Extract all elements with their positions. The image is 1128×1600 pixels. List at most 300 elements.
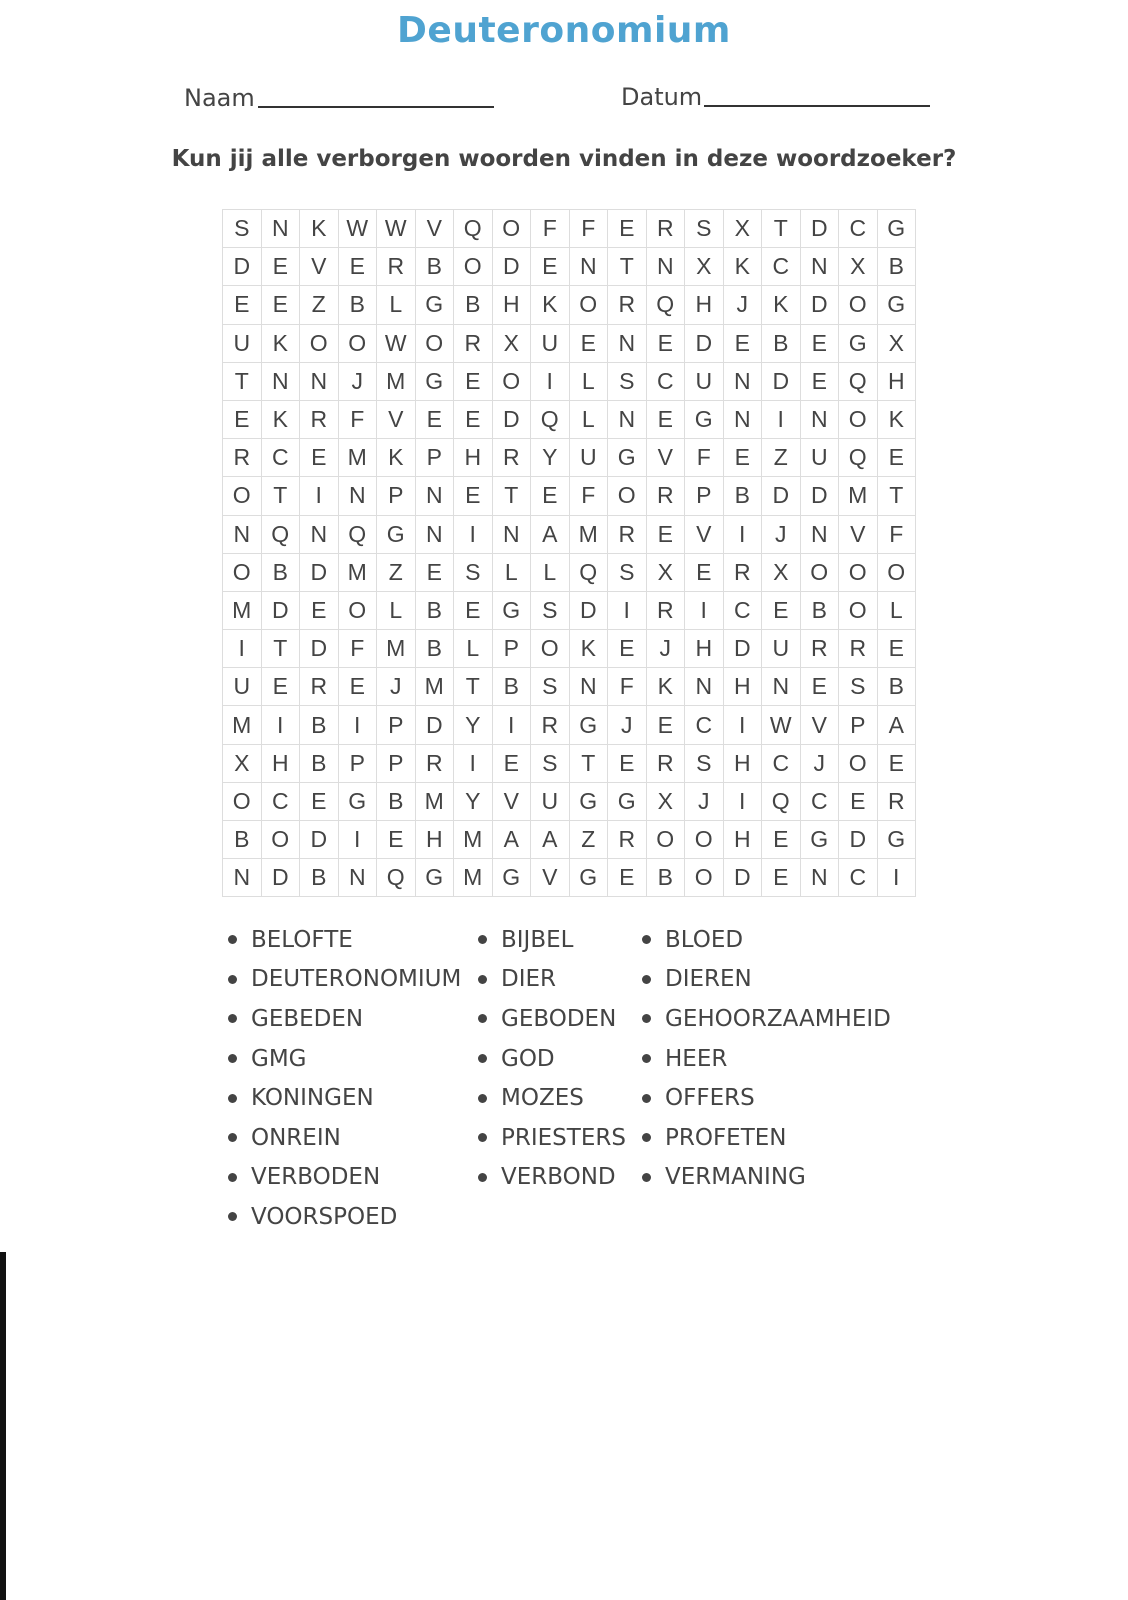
grid-cell[interactable]: O bbox=[493, 210, 532, 248]
grid-cell[interactable]: D bbox=[762, 477, 801, 515]
grid-cell[interactable]: R bbox=[839, 630, 878, 668]
grid-cell[interactable]: N bbox=[647, 248, 686, 286]
grid-cell[interactable]: Q bbox=[339, 516, 378, 554]
grid-cell[interactable]: N bbox=[300, 516, 339, 554]
grid-cell[interactable]: P bbox=[377, 745, 416, 783]
grid-cell[interactable]: K bbox=[878, 401, 917, 439]
grid-cell[interactable]: D bbox=[839, 821, 878, 859]
grid-cell[interactable]: R bbox=[531, 706, 570, 744]
grid-cell[interactable]: G bbox=[878, 286, 917, 324]
grid-cell[interactable]: V bbox=[531, 859, 570, 897]
grid-cell[interactable]: I bbox=[223, 630, 262, 668]
grid-cell[interactable]: C bbox=[262, 439, 301, 477]
grid-cell[interactable]: L bbox=[493, 554, 532, 592]
grid-cell[interactable]: E bbox=[762, 821, 801, 859]
grid-cell[interactable]: V bbox=[647, 439, 686, 477]
grid-cell[interactable]: P bbox=[377, 477, 416, 515]
grid-cell[interactable]: I bbox=[300, 477, 339, 515]
grid-cell[interactable]: K bbox=[377, 439, 416, 477]
grid-cell[interactable]: E bbox=[300, 592, 339, 630]
grid-cell[interactable]: D bbox=[262, 859, 301, 897]
grid-cell[interactable]: G bbox=[570, 859, 609, 897]
grid-cell[interactable]: F bbox=[570, 477, 609, 515]
grid-cell[interactable]: I bbox=[762, 401, 801, 439]
grid-cell[interactable]: X bbox=[762, 554, 801, 592]
grid-cell[interactable]: F bbox=[531, 210, 570, 248]
grid-cell[interactable]: G bbox=[878, 821, 917, 859]
grid-cell[interactable]: E bbox=[416, 401, 455, 439]
grid-cell[interactable]: B bbox=[454, 286, 493, 324]
grid-cell[interactable]: I bbox=[339, 821, 378, 859]
grid-cell[interactable]: H bbox=[685, 630, 724, 668]
grid-cell[interactable]: C bbox=[762, 248, 801, 286]
grid-cell[interactable]: D bbox=[724, 859, 763, 897]
grid-cell[interactable]: P bbox=[685, 477, 724, 515]
grid-cell[interactable]: O bbox=[339, 325, 378, 363]
grid-cell[interactable]: V bbox=[416, 210, 455, 248]
grid-cell[interactable]: D bbox=[762, 363, 801, 401]
grid-cell[interactable]: G bbox=[801, 821, 840, 859]
grid-cell[interactable]: N bbox=[223, 859, 262, 897]
grid-cell[interactable]: B bbox=[878, 248, 917, 286]
grid-cell[interactable]: G bbox=[416, 363, 455, 401]
grid-cell[interactable]: B bbox=[416, 630, 455, 668]
grid-cell[interactable]: N bbox=[339, 859, 378, 897]
grid-cell[interactable]: L bbox=[570, 363, 609, 401]
grid-cell[interactable]: O bbox=[223, 477, 262, 515]
grid-cell[interactable]: Q bbox=[454, 210, 493, 248]
grid-cell[interactable]: L bbox=[377, 286, 416, 324]
grid-cell[interactable]: A bbox=[493, 821, 532, 859]
grid-cell[interactable]: E bbox=[531, 248, 570, 286]
grid-cell[interactable]: Y bbox=[454, 783, 493, 821]
grid-cell[interactable]: I bbox=[724, 706, 763, 744]
grid-cell[interactable]: E bbox=[801, 668, 840, 706]
grid-cell[interactable]: P bbox=[377, 706, 416, 744]
grid-cell[interactable]: D bbox=[801, 477, 840, 515]
grid-cell[interactable]: K bbox=[647, 668, 686, 706]
grid-cell[interactable]: S bbox=[608, 363, 647, 401]
grid-cell[interactable]: B bbox=[493, 668, 532, 706]
grid-cell[interactable]: T bbox=[493, 477, 532, 515]
grid-cell[interactable]: E bbox=[685, 554, 724, 592]
grid-cell[interactable]: G bbox=[570, 783, 609, 821]
grid-cell[interactable]: K bbox=[724, 248, 763, 286]
grid-cell[interactable]: H bbox=[454, 439, 493, 477]
grid-cell[interactable]: T bbox=[762, 210, 801, 248]
grid-cell[interactable]: Q bbox=[531, 401, 570, 439]
grid-cell[interactable]: C bbox=[762, 745, 801, 783]
grid-cell[interactable]: E bbox=[878, 745, 917, 783]
grid-cell[interactable]: O bbox=[839, 401, 878, 439]
grid-cell[interactable]: D bbox=[300, 630, 339, 668]
grid-cell[interactable]: E bbox=[647, 325, 686, 363]
grid-cell[interactable]: J bbox=[377, 668, 416, 706]
grid-cell[interactable]: B bbox=[339, 286, 378, 324]
grid-cell[interactable]: W bbox=[377, 325, 416, 363]
grid-cell[interactable]: E bbox=[878, 630, 917, 668]
grid-cell[interactable]: Z bbox=[570, 821, 609, 859]
grid-cell[interactable]: J bbox=[762, 516, 801, 554]
grid-cell[interactable]: R bbox=[801, 630, 840, 668]
grid-cell[interactable]: O bbox=[339, 592, 378, 630]
grid-cell[interactable]: T bbox=[878, 477, 917, 515]
grid-cell[interactable]: B bbox=[300, 859, 339, 897]
grid-cell[interactable]: U bbox=[762, 630, 801, 668]
grid-cell[interactable]: I bbox=[878, 859, 917, 897]
grid-cell[interactable]: H bbox=[416, 821, 455, 859]
grid-cell[interactable]: X bbox=[878, 325, 917, 363]
grid-cell[interactable]: C bbox=[801, 783, 840, 821]
grid-cell[interactable]: V bbox=[493, 783, 532, 821]
grid-cell[interactable]: U bbox=[685, 363, 724, 401]
grid-cell[interactable]: O bbox=[878, 554, 917, 592]
grid-cell[interactable]: O bbox=[839, 592, 878, 630]
grid-cell[interactable]: Q bbox=[570, 554, 609, 592]
grid-cell[interactable]: K bbox=[762, 286, 801, 324]
grid-cell[interactable]: O bbox=[570, 286, 609, 324]
grid-cell[interactable]: K bbox=[262, 325, 301, 363]
grid-cell[interactable]: E bbox=[493, 745, 532, 783]
grid-cell[interactable]: R bbox=[493, 439, 532, 477]
grid-cell[interactable]: E bbox=[262, 668, 301, 706]
grid-cell[interactable]: E bbox=[300, 783, 339, 821]
grid-cell[interactable]: O bbox=[262, 821, 301, 859]
grid-cell[interactable]: B bbox=[416, 592, 455, 630]
grid-cell[interactable]: F bbox=[608, 668, 647, 706]
grid-cell[interactable]: T bbox=[262, 630, 301, 668]
grid-cell[interactable]: P bbox=[339, 745, 378, 783]
grid-cell[interactable]: R bbox=[377, 248, 416, 286]
grid-cell[interactable]: B bbox=[878, 668, 917, 706]
grid-cell[interactable]: H bbox=[685, 286, 724, 324]
grid-cell[interactable]: R bbox=[647, 210, 686, 248]
grid-cell[interactable]: B bbox=[300, 706, 339, 744]
grid-cell[interactable]: N bbox=[570, 248, 609, 286]
grid-cell[interactable]: S bbox=[608, 554, 647, 592]
grid-cell[interactable]: N bbox=[724, 401, 763, 439]
grid-cell[interactable]: E bbox=[262, 248, 301, 286]
grid-cell[interactable]: B bbox=[377, 783, 416, 821]
grid-cell[interactable]: P bbox=[416, 439, 455, 477]
grid-cell[interactable]: E bbox=[570, 325, 609, 363]
grid-cell[interactable]: E bbox=[454, 363, 493, 401]
grid-cell[interactable]: M bbox=[339, 439, 378, 477]
grid-cell[interactable]: D bbox=[493, 248, 532, 286]
grid-cell[interactable]: O bbox=[839, 286, 878, 324]
grid-cell[interactable]: Y bbox=[454, 706, 493, 744]
grid-cell[interactable]: W bbox=[762, 706, 801, 744]
grid-cell[interactable]: Q bbox=[377, 859, 416, 897]
grid-cell[interactable]: M bbox=[416, 783, 455, 821]
grid-cell[interactable]: V bbox=[839, 516, 878, 554]
grid-cell[interactable]: X bbox=[839, 248, 878, 286]
grid-cell[interactable]: D bbox=[416, 706, 455, 744]
grid-cell[interactable]: E bbox=[223, 401, 262, 439]
grid-cell[interactable]: B bbox=[223, 821, 262, 859]
grid-cell[interactable]: Q bbox=[262, 516, 301, 554]
grid-cell[interactable]: Q bbox=[762, 783, 801, 821]
grid-cell[interactable]: D bbox=[262, 592, 301, 630]
grid-cell[interactable]: E bbox=[608, 745, 647, 783]
grid-cell[interactable]: E bbox=[839, 783, 878, 821]
grid-cell[interactable]: N bbox=[570, 668, 609, 706]
grid-cell[interactable]: D bbox=[300, 554, 339, 592]
grid-cell[interactable]: E bbox=[608, 630, 647, 668]
grid-cell[interactable]: Q bbox=[839, 439, 878, 477]
grid-cell[interactable]: N bbox=[801, 516, 840, 554]
grid-cell[interactable]: R bbox=[608, 286, 647, 324]
grid-cell[interactable]: R bbox=[608, 821, 647, 859]
grid-cell[interactable]: W bbox=[339, 210, 378, 248]
grid-cell[interactable]: H bbox=[724, 821, 763, 859]
grid-cell[interactable]: J bbox=[339, 363, 378, 401]
grid-cell[interactable]: N bbox=[300, 363, 339, 401]
grid-cell[interactable]: Z bbox=[300, 286, 339, 324]
grid-cell[interactable]: O bbox=[223, 783, 262, 821]
grid-cell[interactable]: L bbox=[377, 592, 416, 630]
grid-cell[interactable]: E bbox=[724, 439, 763, 477]
grid-cell[interactable]: O bbox=[685, 821, 724, 859]
grid-cell[interactable]: T bbox=[223, 363, 262, 401]
grid-cell[interactable]: G bbox=[608, 783, 647, 821]
grid-cell[interactable]: N bbox=[608, 401, 647, 439]
grid-cell[interactable]: U bbox=[531, 325, 570, 363]
grid-cell[interactable]: B bbox=[801, 592, 840, 630]
grid-cell[interactable]: B bbox=[416, 248, 455, 286]
grid-cell[interactable]: X bbox=[223, 745, 262, 783]
grid-cell[interactable]: G bbox=[416, 859, 455, 897]
grid-cell[interactable]: H bbox=[493, 286, 532, 324]
grid-cell[interactable]: O bbox=[416, 325, 455, 363]
grid-cell[interactable]: A bbox=[878, 706, 917, 744]
grid-cell[interactable]: E bbox=[608, 859, 647, 897]
grid-cell[interactable]: E bbox=[454, 401, 493, 439]
grid-cell[interactable]: V bbox=[685, 516, 724, 554]
grid-cell[interactable]: E bbox=[262, 286, 301, 324]
grid-cell[interactable]: M bbox=[339, 554, 378, 592]
grid-cell[interactable]: C bbox=[839, 210, 878, 248]
grid-cell[interactable]: L bbox=[531, 554, 570, 592]
grid-cell[interactable]: D bbox=[300, 821, 339, 859]
grid-cell[interactable]: N bbox=[724, 363, 763, 401]
grid-cell[interactable]: J bbox=[724, 286, 763, 324]
grid-cell[interactable]: Z bbox=[762, 439, 801, 477]
grid-cell[interactable]: N bbox=[801, 859, 840, 897]
grid-cell[interactable]: G bbox=[570, 706, 609, 744]
grid-cell[interactable]: R bbox=[647, 745, 686, 783]
grid-cell[interactable]: C bbox=[724, 592, 763, 630]
grid-cell[interactable]: Y bbox=[531, 439, 570, 477]
grid-cell[interactable]: I bbox=[608, 592, 647, 630]
grid-cell[interactable]: M bbox=[839, 477, 878, 515]
grid-cell[interactable]: M bbox=[454, 859, 493, 897]
grid-cell[interactable]: E bbox=[878, 439, 917, 477]
grid-cell[interactable]: E bbox=[762, 592, 801, 630]
grid-cell[interactable]: L bbox=[878, 592, 917, 630]
grid-cell[interactable]: O bbox=[839, 554, 878, 592]
grid-cell[interactable]: R bbox=[647, 592, 686, 630]
grid-cell[interactable]: E bbox=[608, 210, 647, 248]
grid-cell[interactable]: P bbox=[839, 706, 878, 744]
grid-cell[interactable]: K bbox=[570, 630, 609, 668]
grid-cell[interactable]: O bbox=[493, 363, 532, 401]
grid-cell[interactable]: J bbox=[801, 745, 840, 783]
grid-cell[interactable]: N bbox=[223, 516, 262, 554]
grid-cell[interactable]: B bbox=[762, 325, 801, 363]
grid-cell[interactable]: B bbox=[724, 477, 763, 515]
grid-cell[interactable]: K bbox=[262, 401, 301, 439]
grid-cell[interactable]: I bbox=[685, 592, 724, 630]
grid-cell[interactable]: B bbox=[262, 554, 301, 592]
grid-cell[interactable]: S bbox=[223, 210, 262, 248]
grid-cell[interactable]: U bbox=[223, 325, 262, 363]
grid-cell[interactable]: N bbox=[685, 668, 724, 706]
grid-cell[interactable]: U bbox=[223, 668, 262, 706]
grid-cell[interactable]: U bbox=[531, 783, 570, 821]
grid-cell[interactable]: J bbox=[685, 783, 724, 821]
grid-cell[interactable]: F bbox=[878, 516, 917, 554]
grid-cell[interactable]: X bbox=[724, 210, 763, 248]
grid-cell[interactable]: B bbox=[300, 745, 339, 783]
grid-cell[interactable]: G bbox=[608, 439, 647, 477]
grid-cell[interactable]: R bbox=[300, 668, 339, 706]
grid-cell[interactable]: D bbox=[724, 630, 763, 668]
grid-cell[interactable]: S bbox=[454, 554, 493, 592]
date-line[interactable] bbox=[704, 105, 930, 107]
grid-cell[interactable]: I bbox=[339, 706, 378, 744]
grid-cell[interactable]: E bbox=[377, 821, 416, 859]
grid-cell[interactable]: S bbox=[531, 668, 570, 706]
grid-cell[interactable]: O bbox=[685, 859, 724, 897]
grid-cell[interactable]: G bbox=[878, 210, 917, 248]
grid-cell[interactable]: E bbox=[339, 248, 378, 286]
name-line[interactable] bbox=[258, 106, 494, 108]
grid-cell[interactable]: O bbox=[223, 554, 262, 592]
grid-cell[interactable]: M bbox=[223, 706, 262, 744]
grid-cell[interactable]: G bbox=[493, 592, 532, 630]
grid-cell[interactable]: C bbox=[685, 706, 724, 744]
grid-cell[interactable]: O bbox=[801, 554, 840, 592]
grid-cell[interactable]: I bbox=[454, 516, 493, 554]
grid-cell[interactable]: G bbox=[685, 401, 724, 439]
grid-cell[interactable]: O bbox=[454, 248, 493, 286]
grid-cell[interactable]: G bbox=[839, 325, 878, 363]
grid-cell[interactable]: X bbox=[685, 248, 724, 286]
grid-cell[interactable]: N bbox=[608, 325, 647, 363]
grid-cell[interactable]: H bbox=[724, 668, 763, 706]
grid-cell[interactable]: N bbox=[493, 516, 532, 554]
grid-cell[interactable]: D bbox=[801, 210, 840, 248]
grid-cell[interactable]: O bbox=[608, 477, 647, 515]
grid-cell[interactable]: M bbox=[377, 630, 416, 668]
grid-cell[interactable]: C bbox=[839, 859, 878, 897]
grid-cell[interactable]: N bbox=[416, 516, 455, 554]
grid-cell[interactable]: S bbox=[839, 668, 878, 706]
grid-cell[interactable]: N bbox=[762, 668, 801, 706]
grid-cell[interactable]: R bbox=[608, 516, 647, 554]
grid-cell[interactable]: E bbox=[647, 401, 686, 439]
grid-cell[interactable]: R bbox=[878, 783, 917, 821]
grid-cell[interactable]: D bbox=[685, 325, 724, 363]
grid-cell[interactable]: E bbox=[300, 439, 339, 477]
grid-cell[interactable]: E bbox=[801, 325, 840, 363]
grid-cell[interactable]: A bbox=[531, 821, 570, 859]
grid-cell[interactable]: N bbox=[262, 363, 301, 401]
grid-cell[interactable]: A bbox=[531, 516, 570, 554]
grid-cell[interactable]: R bbox=[416, 745, 455, 783]
grid-cell[interactable]: R bbox=[647, 477, 686, 515]
grid-cell[interactable]: E bbox=[416, 554, 455, 592]
grid-cell[interactable]: R bbox=[223, 439, 262, 477]
grid-cell[interactable]: M bbox=[377, 363, 416, 401]
grid-cell[interactable]: M bbox=[416, 668, 455, 706]
grid-cell[interactable]: Q bbox=[647, 286, 686, 324]
grid-cell[interactable]: L bbox=[454, 630, 493, 668]
grid-cell[interactable]: V bbox=[801, 706, 840, 744]
grid-cell[interactable]: E bbox=[647, 706, 686, 744]
grid-cell[interactable]: T bbox=[454, 668, 493, 706]
grid-cell[interactable]: H bbox=[724, 745, 763, 783]
grid-cell[interactable]: I bbox=[531, 363, 570, 401]
grid-cell[interactable]: G bbox=[377, 516, 416, 554]
grid-cell[interactable]: O bbox=[839, 745, 878, 783]
grid-cell[interactable]: N bbox=[801, 401, 840, 439]
grid-cell[interactable]: B bbox=[647, 859, 686, 897]
grid-cell[interactable]: E bbox=[762, 859, 801, 897]
grid-cell[interactable]: D bbox=[493, 401, 532, 439]
grid-cell[interactable]: O bbox=[300, 325, 339, 363]
grid-cell[interactable]: T bbox=[262, 477, 301, 515]
grid-cell[interactable]: T bbox=[608, 248, 647, 286]
grid-cell[interactable]: C bbox=[647, 363, 686, 401]
grid-cell[interactable]: E bbox=[647, 516, 686, 554]
grid-cell[interactable]: R bbox=[724, 554, 763, 592]
grid-cell[interactable]: N bbox=[416, 477, 455, 515]
grid-cell[interactable]: V bbox=[300, 248, 339, 286]
grid-cell[interactable]: S bbox=[685, 745, 724, 783]
grid-cell[interactable]: M bbox=[223, 592, 262, 630]
grid-cell[interactable]: S bbox=[531, 745, 570, 783]
grid-cell[interactable]: N bbox=[339, 477, 378, 515]
grid-cell[interactable]: L bbox=[570, 401, 609, 439]
grid-cell[interactable]: F bbox=[339, 630, 378, 668]
grid-cell[interactable]: E bbox=[223, 286, 262, 324]
grid-cell[interactable]: E bbox=[454, 592, 493, 630]
grid-cell[interactable]: G bbox=[416, 286, 455, 324]
grid-cell[interactable]: J bbox=[647, 630, 686, 668]
grid-cell[interactable]: D bbox=[570, 592, 609, 630]
grid-cell[interactable]: E bbox=[339, 668, 378, 706]
grid-cell[interactable]: K bbox=[300, 210, 339, 248]
grid-cell[interactable]: E bbox=[801, 363, 840, 401]
grid-cell[interactable]: S bbox=[685, 210, 724, 248]
grid-cell[interactable]: W bbox=[377, 210, 416, 248]
grid-cell[interactable]: T bbox=[570, 745, 609, 783]
grid-cell[interactable]: E bbox=[454, 477, 493, 515]
grid-cell[interactable]: E bbox=[531, 477, 570, 515]
grid-cell[interactable]: I bbox=[724, 516, 763, 554]
grid-cell[interactable]: U bbox=[570, 439, 609, 477]
grid-cell[interactable]: O bbox=[647, 821, 686, 859]
grid-cell[interactable]: K bbox=[531, 286, 570, 324]
grid-cell[interactable]: N bbox=[262, 210, 301, 248]
grid-cell[interactable]: H bbox=[878, 363, 917, 401]
grid-cell[interactable]: X bbox=[493, 325, 532, 363]
grid-cell[interactable]: R bbox=[300, 401, 339, 439]
grid-cell[interactable]: M bbox=[454, 821, 493, 859]
grid-cell[interactable]: N bbox=[801, 248, 840, 286]
